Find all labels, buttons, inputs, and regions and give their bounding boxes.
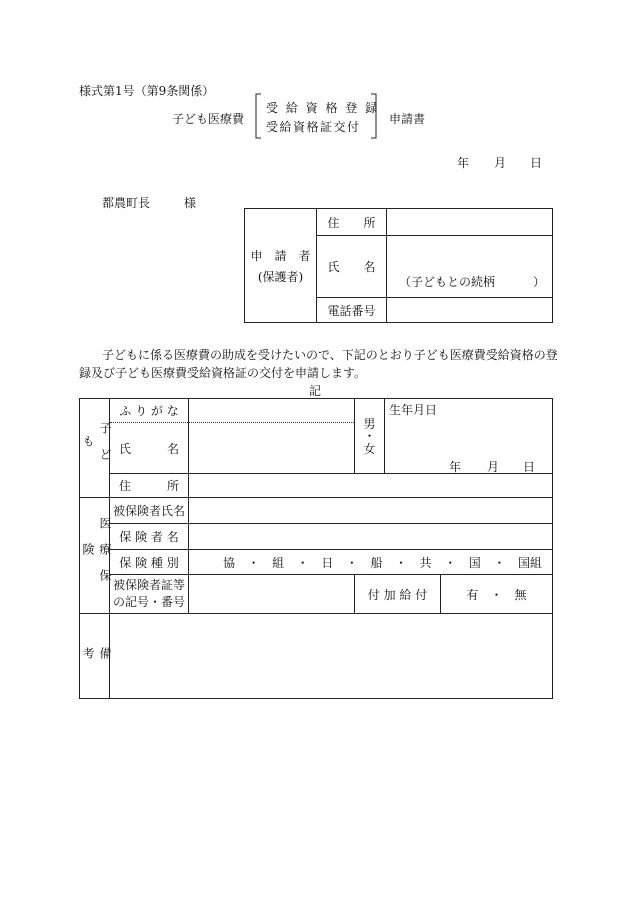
relation-close: ） (533, 275, 546, 289)
insurance-type-option[interactable]: 組 (272, 555, 285, 570)
birthdate-day: 日 (523, 460, 536, 474)
remarks-field[interactable] (110, 614, 553, 699)
child-address-field[interactable] (189, 474, 553, 498)
insured-name-label: 被保険者氏名 (110, 498, 189, 524)
date-month: 月 (494, 156, 507, 170)
title-prefix: 子ども医療費 (172, 112, 245, 126)
date-year: 年 (457, 156, 470, 170)
relation-label: （子どもとの続柄 (399, 275, 496, 289)
insurance-type-option[interactable]: 船 (370, 555, 383, 570)
insurance-type-separator: ・ (395, 555, 408, 570)
ki-label: 記 (309, 384, 322, 398)
title-option-registration: 受 給 資 格 登 録 (266, 101, 380, 115)
insurance-type-option[interactable]: 共 (419, 555, 432, 570)
insurance-type-option[interactable]: 日 (321, 555, 334, 570)
sex-male: 男 (363, 417, 376, 431)
insurance-type-separator: ・ (444, 555, 457, 570)
form-number: 様式第1号（第9条関係） (79, 84, 215, 98)
birthdate-label: 生年月日 (389, 403, 438, 417)
applicant-label-cell (245, 209, 317, 323)
insurance-type-separator: ・ (247, 555, 260, 570)
applicant-table (244, 208, 553, 323)
insurance-type-options[interactable] (189, 550, 553, 575)
sex-female: 女 (363, 442, 376, 456)
sex-dot: ・ (363, 429, 376, 443)
insurance-card-field[interactable] (189, 575, 355, 614)
body-text-line1: 子どもに係る医療費の助成を受けたいので、下記のとおり子ども医療費受給資格の登 (102, 348, 558, 362)
addressee-honorific: 様 (184, 196, 197, 210)
furigana-field[interactable] (189, 399, 355, 423)
insurance-type-separator: ・ (296, 555, 309, 570)
applicant-name-label: 氏 名 (317, 236, 387, 298)
applicant-label: 申 請 者 (250, 248, 311, 263)
child-address-label: 住 所 (110, 474, 189, 498)
remarks-label-cell (80, 614, 110, 699)
benefit-options[interactable]: 有 ・ 無 (441, 575, 553, 614)
birthdate-year: 年 (449, 460, 462, 474)
applicant-address-field[interactable] (387, 209, 553, 236)
child-section-label: 子ども (81, 422, 112, 474)
insurance-section-label: 医療保険 (81, 516, 112, 595)
applicant-phone-label: 電話番号 (317, 298, 387, 323)
insurance-type-option[interactable]: 協 (223, 555, 236, 570)
insurance-type-list (189, 554, 552, 571)
applicant-phone-field[interactable] (387, 298, 553, 323)
insurance-type-separator: ・ (493, 555, 506, 570)
benefit-label: 付 加 給 付 (355, 575, 441, 614)
insurance-type-option[interactable]: 国組 (517, 555, 542, 570)
insurance-card-label-2: の記号・番号 (112, 595, 185, 609)
sex-cell[interactable] (355, 399, 385, 474)
guardian-label: (保護者) (257, 269, 304, 284)
birthdate-cell[interactable] (385, 399, 553, 474)
insured-name-field[interactable] (189, 498, 553, 524)
title-suffix: 申請書 (389, 112, 426, 126)
insurance-card-label-1: 被保険者証等 (112, 578, 185, 592)
insurer-label: 保 険 者 名 (110, 524, 189, 550)
child-section-label-cell (80, 399, 110, 498)
body-text-line2: 録及び子ども医療費受給資格証の交付を申請します。 (79, 366, 367, 380)
applicant-address-label: 住 所 (317, 209, 387, 236)
remarks-label: 備考 (81, 647, 112, 673)
insurance-card-label-cell (110, 575, 189, 614)
insurer-field[interactable] (189, 524, 553, 550)
insurance-type-option[interactable]: 国 (468, 555, 481, 570)
applicant-name-field[interactable] (387, 236, 553, 298)
title-option-card-issue: 受給資格証交付 (266, 120, 361, 134)
addressee-mayor: 都農町長 (102, 196, 151, 210)
insurance-section-label-cell (80, 498, 110, 614)
birthdate-month: 月 (487, 460, 500, 474)
child-name-label: 氏 名 (110, 423, 189, 474)
furigana-label: ふ り が な (110, 399, 189, 423)
main-table (79, 398, 553, 699)
child-name-field[interactable] (189, 423, 355, 474)
insurance-type-separator: ・ (345, 555, 358, 570)
insurance-type-label: 保 険 種 別 (110, 550, 189, 575)
date-day: 日 (530, 156, 543, 170)
